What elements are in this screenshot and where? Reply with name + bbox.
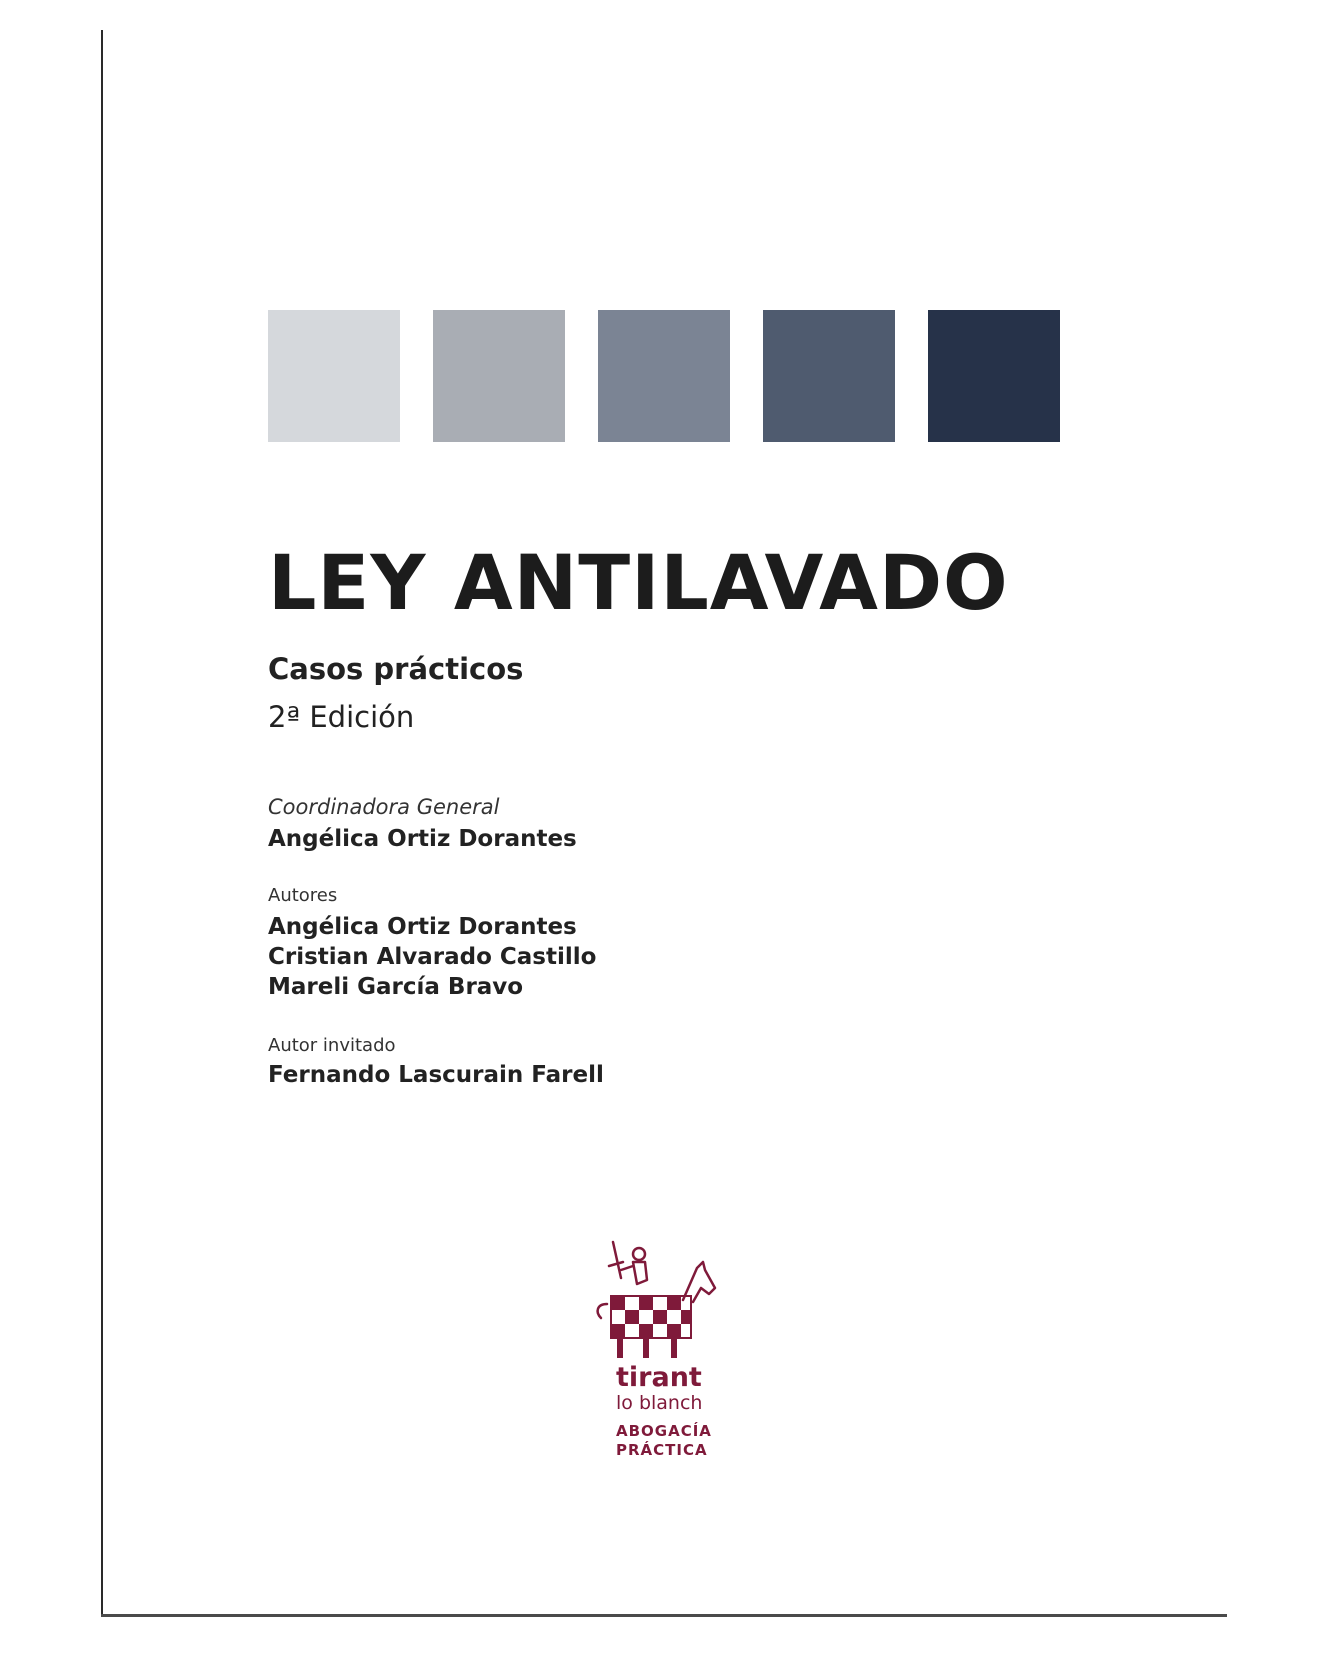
page-left-edge	[101, 30, 103, 1616]
coordinator-name: Angélica Ortiz Dorantes	[268, 826, 577, 852]
publisher-name-line1: tirant	[616, 1362, 702, 1393]
author-name: Cristian Alvarado Castillo	[268, 944, 597, 970]
publisher-collection-line2: PRÁCTICA	[616, 1441, 708, 1459]
swatch-1	[268, 310, 400, 442]
swatch-4	[763, 310, 895, 442]
book-title: LEY ANTILAVADO	[268, 538, 1009, 627]
swatch-2	[433, 310, 565, 442]
book-subtitle: Casos prácticos	[268, 652, 524, 686]
publisher-logo	[593, 1240, 719, 1460]
author-name: Angélica Ortiz Dorantes	[268, 914, 577, 940]
swatch-5	[928, 310, 1060, 442]
page-bottom-edge	[101, 1614, 1227, 1617]
guest-author-role: Autor invitado	[268, 1035, 396, 1056]
knight-horse-icon	[593, 1240, 719, 1360]
publisher-collection-line1: ABOGACÍA	[616, 1422, 712, 1440]
authors-role: Autores	[268, 885, 338, 906]
swatch-3	[598, 310, 730, 442]
coordinator-role: Coordinadora General	[268, 795, 500, 819]
authors-list	[268, 912, 596, 1002]
author-name: Mareli García Bravo	[268, 974, 524, 1000]
publisher-name-line2: lo blanch	[616, 1392, 703, 1414]
color-swatch-row	[268, 310, 1060, 442]
edition-label: 2ª Edición	[268, 700, 415, 734]
guest-author-name: Fernando Lascurain Farell	[268, 1062, 604, 1088]
